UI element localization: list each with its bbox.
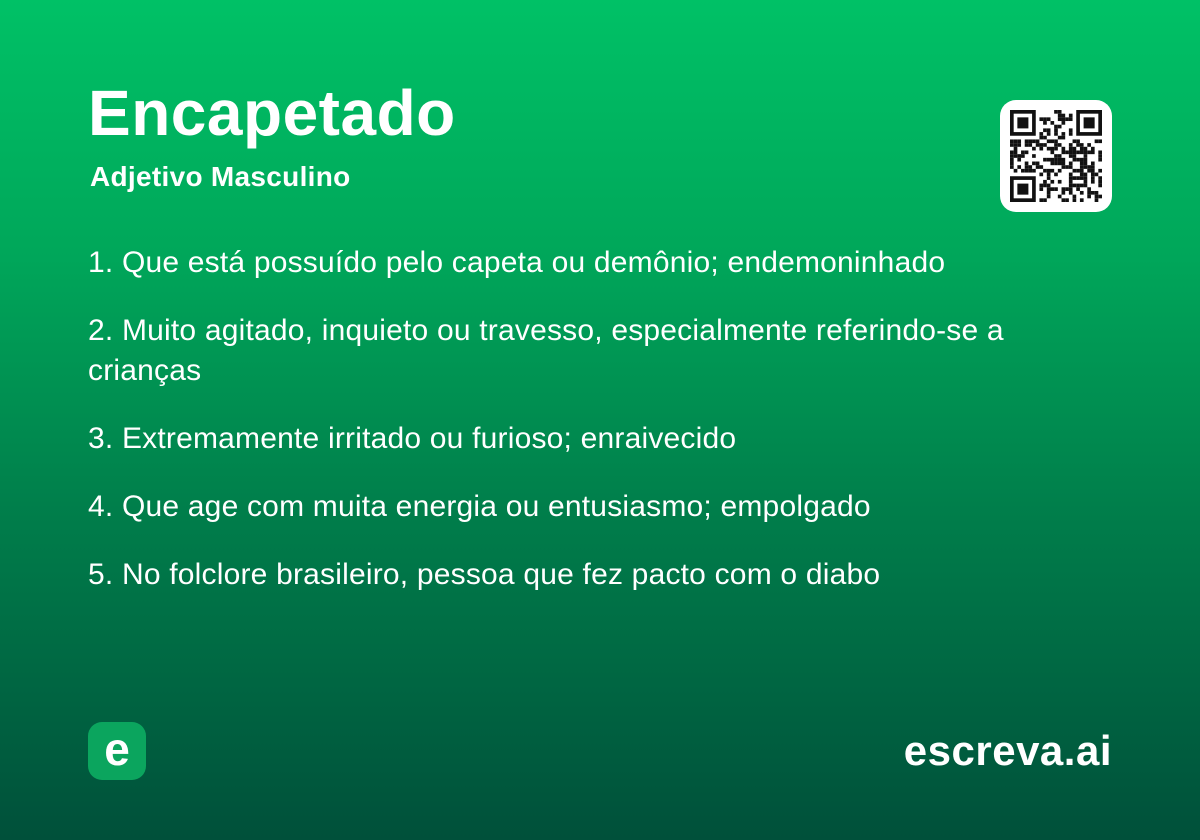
definition-item: 1. Que está possuído pelo capeta ou demônio; endemoninhado xyxy=(88,246,946,279)
escreva-logo xyxy=(88,722,146,780)
part-of-speech: Adjetivo Masculino xyxy=(90,161,351,193)
definitions-list xyxy=(88,243,1108,623)
definition-item: 4. Que age com muita energia ou entusiasmo; empolgado xyxy=(88,490,871,523)
logo-letter: e xyxy=(104,723,130,775)
card-footer xyxy=(88,722,1112,780)
brand-wordmark: escreva.ai xyxy=(903,727,1112,774)
word-title: Encapetado xyxy=(88,77,456,149)
definition-item: 5. No folclore brasileiro, pessoa que fez pacto com o diabo xyxy=(88,558,881,591)
qr-code-icon xyxy=(1010,110,1102,202)
qr-code-container xyxy=(1000,100,1112,212)
definition-item: 2. Muito agitado, inquieto ou travesso, especialmente referindo-se a crianças xyxy=(88,314,1004,387)
definition-item: 3. Extremamente irritado ou furioso; enraivecido xyxy=(88,422,737,455)
card-header xyxy=(88,77,456,193)
